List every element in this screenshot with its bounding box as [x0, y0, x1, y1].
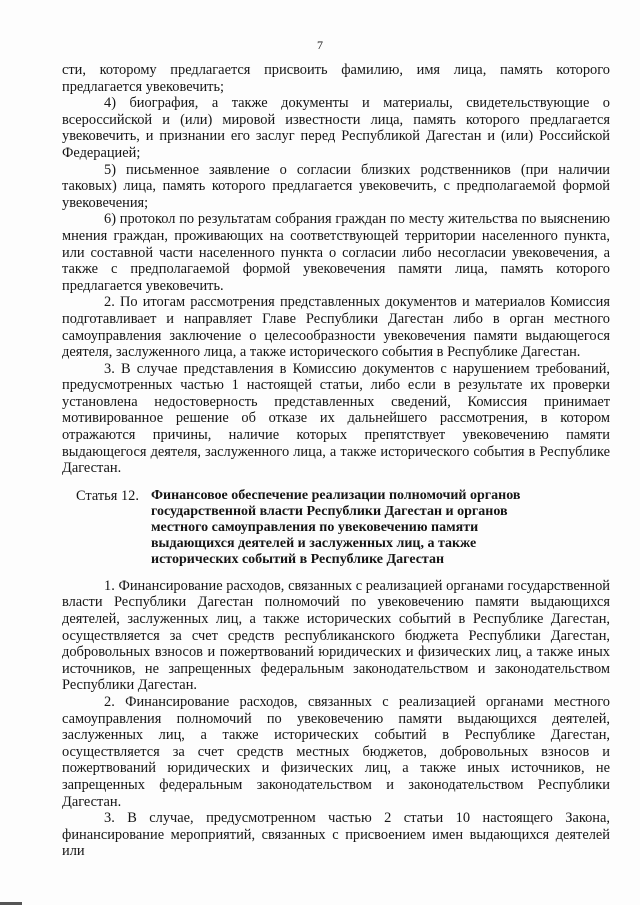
article-heading [62, 488, 610, 568]
page-number: 7 [317, 38, 323, 52]
article-label: Статья 12. [76, 487, 139, 504]
paragraph-part-2: 2. По итогам рассмотрения представленных документов и материалов Комиссия подготавливает и направляет Главе Республики Дагестан либо в орган местного самоуправления заключение о целесообразности увековечения памяти выдающегося деятеля, заслуженного лица, а также исторического события в Республике Дагестан. [62, 294, 610, 361]
paragraph-item-4: 4) биография, а также документы и материалы, свидетельствующие о всероссийской и (или) мировой известности лица, память которого предлагается увековечить, и признании его заслуг перед Республикой Дагестан и (или) Российской Федерацией; [62, 95, 610, 161]
paragraph-part-3: 3. В случае представления в Комиссию документов с нарушением требований, предусмотренных частью 1 настоящей статьи, либо если в результате их проверки установлена недостоверность представленных сведений, Комиссия принимает мотивированное решение об отказе их дальнейшего рассмотрения, в котором отражаются причины, наличие которых препятствует увековечению памяти выдающегося деятеля, заслуженного лица, а также исторического события в Республике Дагестан. [62, 360, 610, 477]
paragraph-continuation: сти, которому предлагается присвоить фамилию, имя лица, память которого предлагается увековечить; [62, 62, 610, 95]
paragraph-financing-3: 3. В случае, предусмотренном частью 2 статьи 10 настоящего Закона, финансирование мероприятий, связанных с присвоением имен выдающихся деятелей или [62, 810, 610, 860]
paragraph-financing-2: 2. Финансирование расходов, связанных с реализацией органами местного самоуправления полномочий по увековечению памяти выдающихся деятелей, заслуженных лиц, а также исторических событий в Республике Дагестан, осуществляется за счет средств местных бюджетов, добровольных взносов и пожертвований юридических и физических лиц, а также иных источников, не запрещенных федеральным законодательством и законодательством Республики Дагестан. [62, 694, 610, 810]
paragraph-item-6: 6) протокол по результатам собрания граждан по месту жительства по выяснению мнения граждан, проживающих на соответствующей территории населенного пункта, или составной части населенного пункта о согласии либо несогласии увековечения, а также с предполагаемой формой увековечения памяти лица, память которого предлагается увековечить. [62, 211, 610, 294]
paragraph-item-5: 5) письменное заявление о согласии близких родственников (при наличии таковых) лица, память которого предлагается увековечить, с предполагаемой формой увековечения; [62, 161, 610, 211]
paragraph-financing-1: 1. Финансирование расходов, связанных с реализацией органами государственной власти Республики Дагестан полномочий по увековечению памяти выдающихся деятелей, заслуженных лиц, а также исторических событий в Республике Дагестан, осуществляется за счет средств республиканского бюджета Республики Дагестан, добровольных взносов и пожертвований юридических и физических лиц, а также иных источников, не запрещенных федеральным законодательством и законодательством Республики Дагестан. [62, 577, 610, 694]
article-title: Финансовое обеспечение реализации полномочий органов государственной власти Республики Дагестан и органов местного самоуправления по увековечению памяти выдающихся деятелей и заслуженных лиц, а также исторических событий в Республике Дагестан [151, 487, 521, 567]
document-body [62, 62, 610, 860]
